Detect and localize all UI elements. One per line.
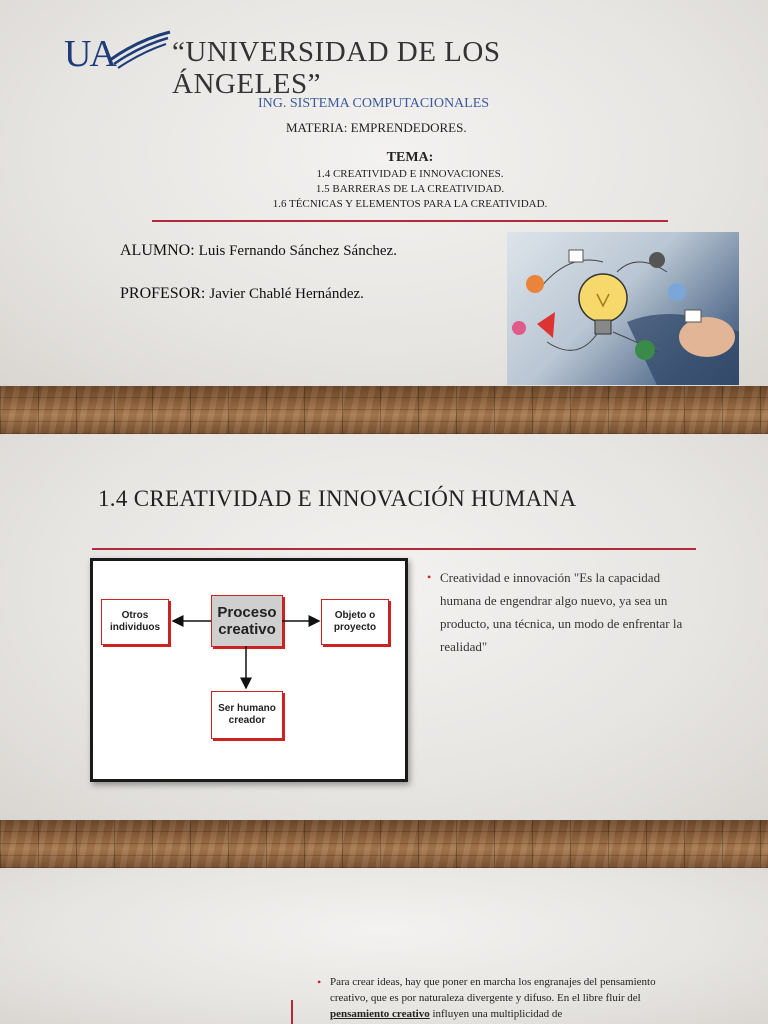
diagram-center-box: Proceso creativo [211,595,283,647]
topic-label: TEMA: [386,150,434,165]
student-line [120,242,397,260]
slide-1 [0,0,768,386]
university-logo [64,30,174,78]
professor-name: Javier Chablé Hernández. [209,286,364,302]
professor-line [120,285,364,303]
professor-label: PROFESOR: [120,285,206,302]
diagram-bottom-box: Ser humano creador [211,691,283,739]
slide-title: 1.4 CREATIVIDAD E INNOVACIÓN HUMANA [98,486,577,511]
vertical-accent [291,1000,293,1024]
university-name: “UNIVERSIDAD DE LOS ÁNGELES” [172,36,501,100]
creativity-lightbulb-image [507,232,739,385]
logo-text: UA [64,33,115,75]
topic-item: 1.5 BARRERAS DE LA CREATIVIDAD. [315,183,505,195]
diagram-right-box: Objeto o proyecto [321,599,389,645]
subject-name: MATERIA: EMPRENDEDORES. [286,120,467,135]
wood-floor-2 [0,820,768,868]
bullet-text-part2: influyen una multiplicidad de [429,1008,563,1020]
divider [152,220,668,222]
definition-bullet: • Creatividad e innovación "Es la capacidad humana de engendrar algo nuevo, ya sea un producto, una técnica, un modo de enfrentar la realidad" [440,566,700,658]
logo-wing-icon [108,30,172,70]
student-label: ALUMNO: [120,242,195,259]
student-name: Luis Fernando Sánchez Sánchez. [198,243,397,259]
bullet-text-part1: Para crear ideas, hay que poner en marcha los engranajes del pensamiento creativo, que es por naturaleza divergente y difuso. En el libre fluir del [330,976,656,1004]
divider [92,548,696,550]
topic-item: 1.6 TÉCNICAS Y ELEMENTOS PARA LA CREATIVIDAD. [272,198,548,210]
career-name: ING. SISTEMA COMPUTACIONALES [258,96,490,111]
thinking-bullet [330,974,692,1022]
slide-2 [0,434,768,820]
wood-floor-1 [0,386,768,434]
creative-process-diagram [90,558,408,782]
diagram-arrows [93,561,399,773]
bullet-bold-term: pensamiento creativo [330,1008,430,1020]
topic-item: 1.4 CREATIVIDAD E INNOVACIONES. [316,168,504,180]
diagram-left-box: Otros individuos [101,599,169,645]
slide-3 [0,868,768,1024]
